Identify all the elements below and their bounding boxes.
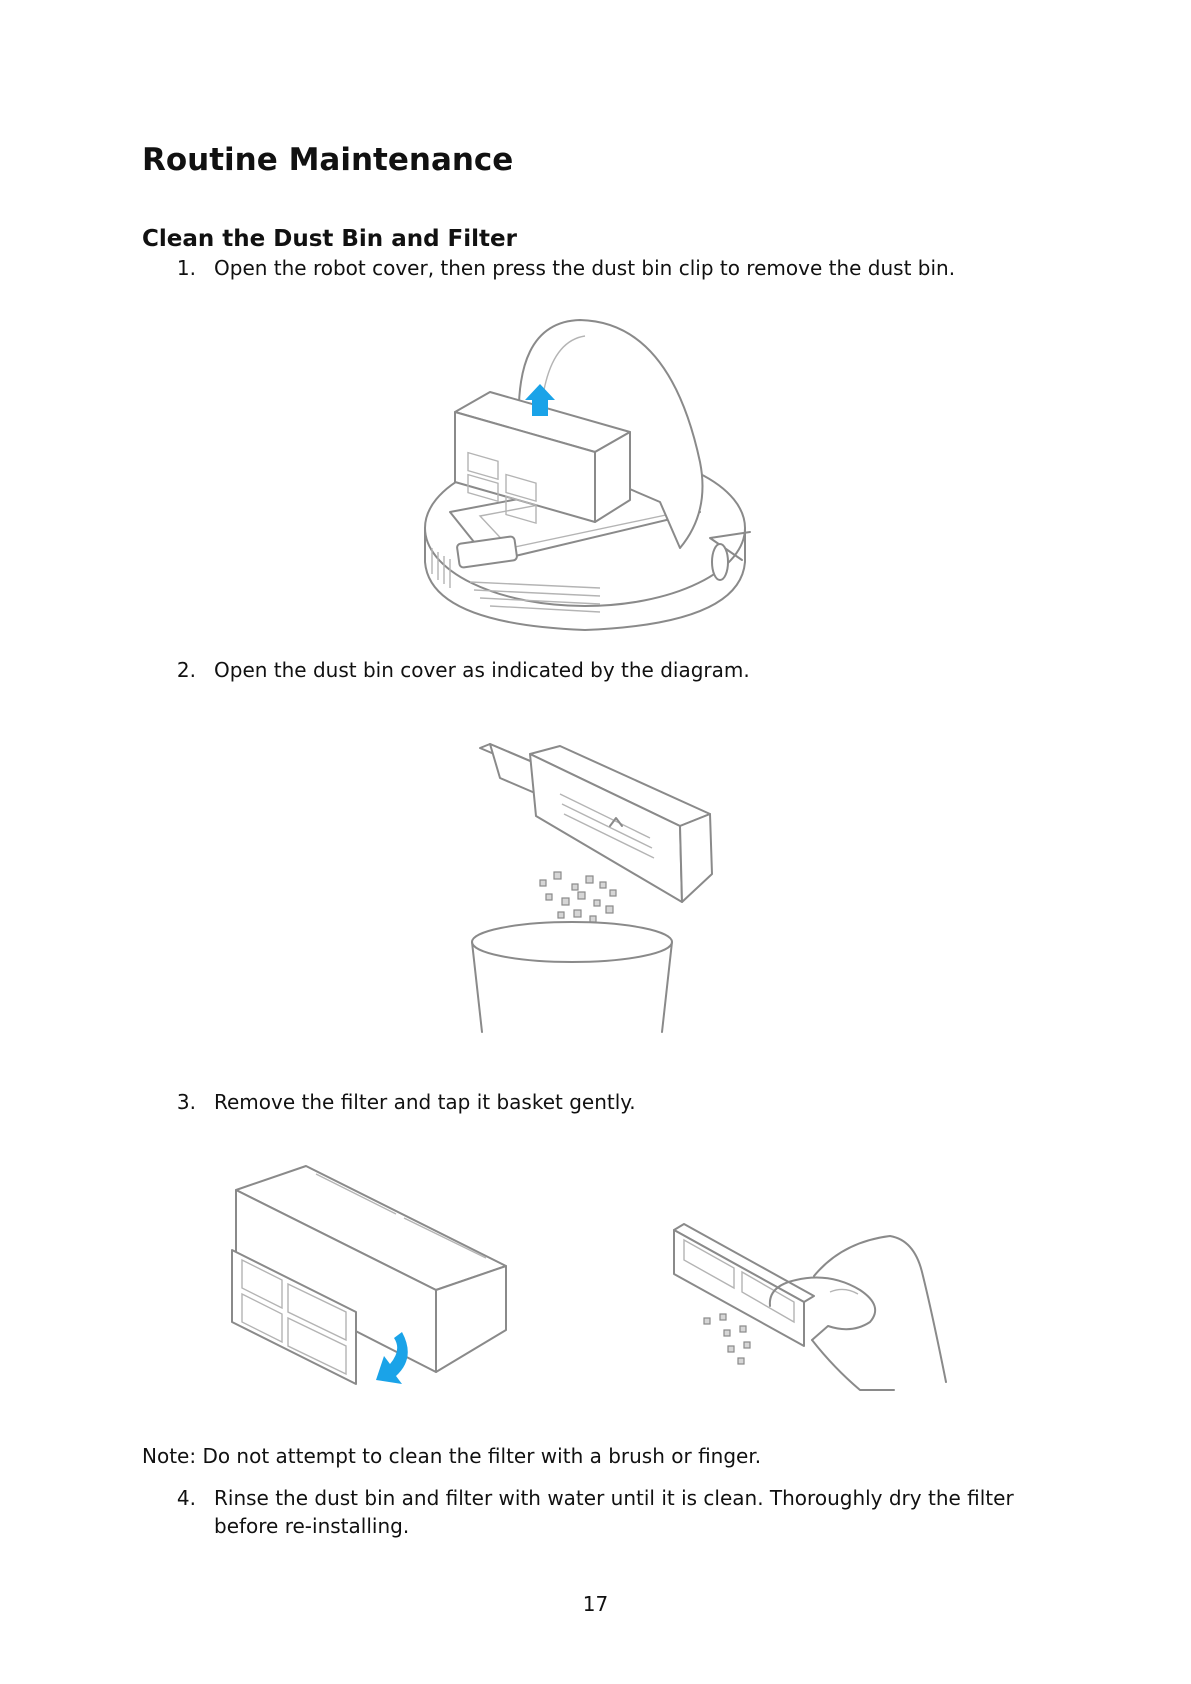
step-3-text: Remove the filter and tap it basket gently. (214, 1090, 636, 1114)
step-2-number: 2. (176, 658, 196, 682)
robot-dust-bin-removal-illustration (410, 312, 760, 642)
page-number: 17 (582, 1592, 609, 1616)
section-heading: Clean the Dust Bin and Filter (142, 226, 517, 252)
step-2-text: Open the dust bin cover as indicated by the diagram. (214, 658, 750, 682)
step-4-number: 4. (176, 1486, 196, 1510)
dust-bin-emptying-illustration (450, 742, 730, 1042)
page-title: Routine Maintenance (142, 142, 514, 178)
step-1-number: 1. (176, 256, 196, 280)
dust-particles-icon (704, 1314, 750, 1364)
step-1-text: Open the robot cover, then press the dust bin clip to remove the dust bin. (214, 256, 956, 280)
filter-tapping-illustration (664, 1222, 954, 1402)
note-text: Note: Do not attempt to clean the filter with a brush or finger. (142, 1444, 762, 1468)
step-4-text: Rinse the dust bin and filter with water until it is clean. Thoroughly dry the filter before re-installing. (214, 1486, 1014, 1538)
step-3-number: 3. (176, 1090, 196, 1114)
filter-removal-illustration (226, 1162, 516, 1392)
